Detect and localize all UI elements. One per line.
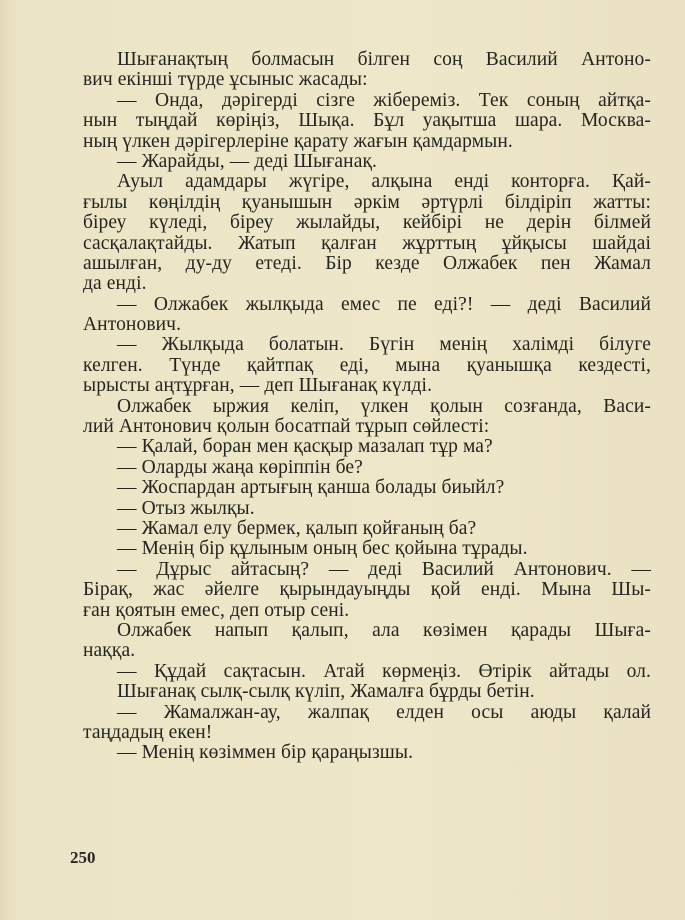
text-line: Олжабек ыржия келіп, үлкен қолын созғанда, Васи- — [117, 395, 651, 417]
text-line: — Жамалжан-ау, жалпақ елден осы аюды қалай — [117, 701, 651, 723]
text-line: — Дұрыс айтасың? — деді Василий Антонович. — — [117, 558, 651, 580]
text-line: келген. Түнде қайтпақ еді, мына қуанышқа кездесті, — [83, 354, 651, 376]
text-line: Антонович. — [83, 314, 182, 336]
text-line: — Менің бір құлыным оның бес қойына тұрады. — [117, 538, 528, 560]
text-line: наққа. — [83, 640, 136, 662]
text-line: — Олжабек жылқыда емес пе еді?! — деді Василий — [117, 293, 651, 315]
text-line: — Құдай сақтасын. Атай көрмеңіз. Өтірік айтады ол. — [117, 660, 651, 682]
text-line: — Менің көзіммен бір қараңызшы. — [117, 742, 414, 764]
text-line: Ауыл адамдары жүгіре, алқына енді конторға. Қай- — [117, 171, 651, 193]
text-line: ырысты аңтұрған, — деп Шығанақ күлді. — [83, 375, 433, 397]
text-line: — Онда, дәрігерді сізге жібереміз. Тек соның айтқа- — [117, 89, 651, 111]
text-line: да енді. — [83, 273, 147, 295]
text-line: біреу күледі, біреу жылайды, кейбірі не дерін білмей — [83, 212, 651, 234]
text-line: Олжабек напып қалып, ала көзімен қарады Шыға- — [117, 619, 651, 641]
text-line: — Жоспардан артығың қанша болады биыйл? — [117, 477, 505, 499]
text-line: — Оларды жаңа көріппін бе? — [117, 456, 363, 478]
text-line: — Қалай, боран мен қасқыр мазалап тұр ма? — [117, 436, 493, 458]
text-line: — Отыз жылқы. — [117, 497, 255, 519]
text-line: ның үлкен дәрігерлеріне қарату жағын қамдармын. — [83, 130, 513, 152]
text-line: нын тыңдай көріңіз, Шықа. Бұл уақытша шара. Москва- — [83, 110, 651, 132]
text-line: ған қоятын емес, деп отыр сені. — [83, 599, 350, 621]
page-text — [83, 50, 651, 764]
text-line: лий Антонович қолын босатпай тұрып сөйлесті: — [83, 416, 490, 438]
text-line: Шығанақ сылқ-сылқ күліп, Жамалға бұрды бетін. — [117, 681, 535, 703]
text-line: Шығанақтың болмасын білген соң Василий Антоно- — [117, 49, 651, 70]
text-line: сасқалақтайды. Жатып қалған жұрттың ұйқысы шайдаі — [83, 232, 651, 254]
text-line: — Жарайды, — деді Шығанақ. — [117, 150, 378, 172]
page-number: 250 — [70, 848, 96, 867]
text-line: таңдадың екен! — [83, 721, 213, 743]
text-line: Бірақ, жас әйелге қырындауыңды қой енді. Мына Шы- — [83, 579, 651, 601]
text-line: вич екінші түрде ұсыныс жасады: — [83, 69, 368, 91]
text-line: — Жамал елу бермек, қалып қойғаның ба? — [117, 517, 477, 539]
text-line: ғылы көңілдің қуанышын әркім әртүрлі білдіріп жатты: — [83, 191, 651, 213]
text-line: ашылған, ду-ду етеді. Бір кезде Олжабек пен Жамал — [83, 252, 651, 274]
text-line: — Жылқыда болатын. Бүгін менің халімді білуге — [117, 334, 651, 356]
